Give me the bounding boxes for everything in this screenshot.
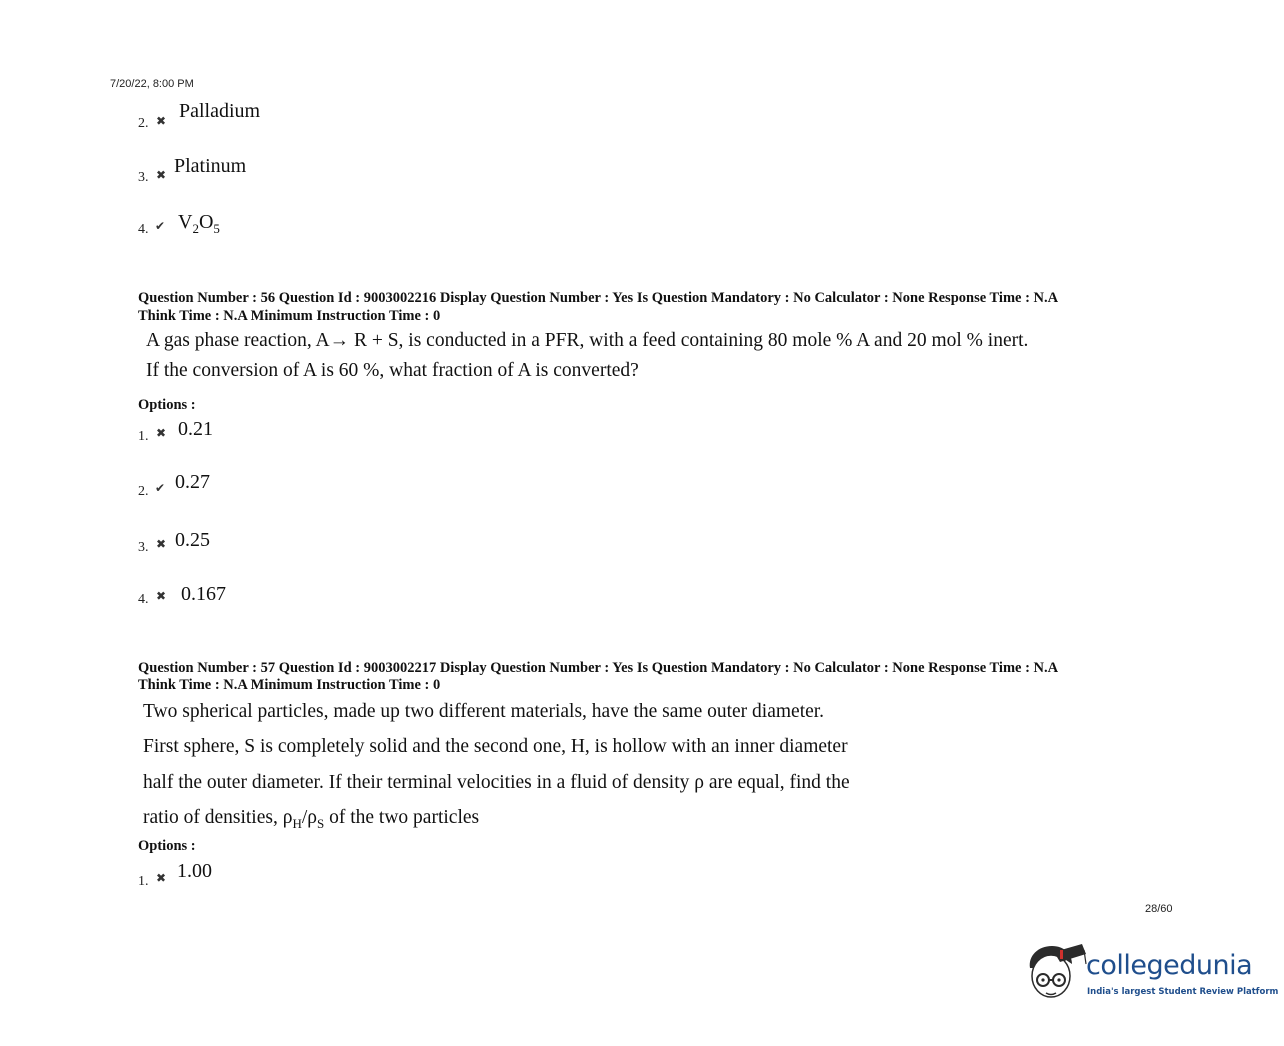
option-number: 3.	[138, 170, 149, 185]
question-meta-line1: Question Number : 56 Question Id : 9003002216 Display Question Number : Yes Is Question Mandatory : No Calculator : None Response Time : N.A	[138, 290, 1059, 306]
print-timestamp: 7/20/22, 8:00 PM	[110, 78, 194, 90]
page-number: 28/60	[1145, 903, 1173, 915]
options-label: Options :	[138, 397, 196, 413]
option-number: 1.	[138, 429, 149, 444]
question-text-line: Two spherical particles, made up two different materials, have the same outer diameter.	[143, 701, 825, 722]
check-icon: ✔	[155, 219, 166, 233]
option-number: 1.	[138, 874, 149, 889]
option-text: Platinum	[174, 155, 247, 177]
text-fragment: ratio of densities,	[143, 807, 283, 828]
option-number: 4.	[138, 222, 149, 237]
subscript-s: S	[317, 815, 325, 831]
cross-icon: ✖	[156, 537, 167, 551]
question-text-line: A gas phase reaction, A→ R + S, is conducted in a PFR, with a feed containing 80 mole % A and 20 mol % inert.	[146, 330, 1029, 351]
option-number: 2.	[138, 484, 149, 499]
question-text-line: First sphere, S is completely solid and the second one, H, is hollow with an inner diameter	[143, 736, 848, 757]
rho-symbol: ρ	[307, 807, 317, 828]
cross-icon: ✖	[156, 114, 167, 128]
brand-logo-text: collegedunia	[1086, 950, 1253, 981]
question-text-line	[143, 807, 479, 832]
option-text: Palladium	[179, 100, 261, 122]
option-number: 2.	[138, 116, 149, 131]
option-text: 0.21	[178, 418, 213, 440]
option-number: 4.	[138, 592, 149, 607]
option-text	[178, 211, 220, 237]
cross-icon: ✖	[156, 426, 167, 440]
slash: /	[301, 807, 308, 828]
brand-tagline: India's largest Student Review Platform	[1087, 987, 1279, 997]
option-text: 0.25	[175, 529, 210, 551]
formula-subscript: 2	[192, 221, 199, 236]
option-number: 3.	[138, 540, 149, 555]
options-label: Options :	[138, 838, 196, 854]
question-meta-line2: Think Time : N.A Minimum Instruction Time : 0	[138, 308, 441, 324]
question-meta-line2: Think Time : N.A Minimum Instruction Time : 0	[138, 677, 441, 693]
formula-part: O	[198, 211, 214, 233]
option-text: 1.00	[177, 860, 212, 882]
formula-subscript: 5	[213, 221, 220, 236]
cross-icon: ✖	[156, 871, 167, 885]
cross-icon: ✖	[156, 589, 167, 603]
cross-icon: ✖	[156, 168, 167, 182]
question-text-line: half the outer diameter. If their terminal velocities in a fluid of density ρ are equal, find the	[143, 772, 850, 793]
rho-symbol: ρ	[282, 807, 293, 828]
text-fragment: of the two particles	[324, 807, 480, 828]
check-icon: ✔	[155, 481, 166, 495]
question-meta-line1: Question Number : 57 Question Id : 9003002217 Display Question Number : Yes Is Question Mandatory : No Calculator : None Response Time : N.A	[138, 660, 1059, 676]
question-text-line: If the conversion of A is 60 %, what fraction of A is converted?	[146, 360, 639, 381]
formula-part: V	[178, 211, 193, 233]
subscript-h: H	[292, 815, 302, 831]
option-text: 0.167	[181, 583, 226, 605]
option-text: 0.27	[175, 471, 210, 493]
